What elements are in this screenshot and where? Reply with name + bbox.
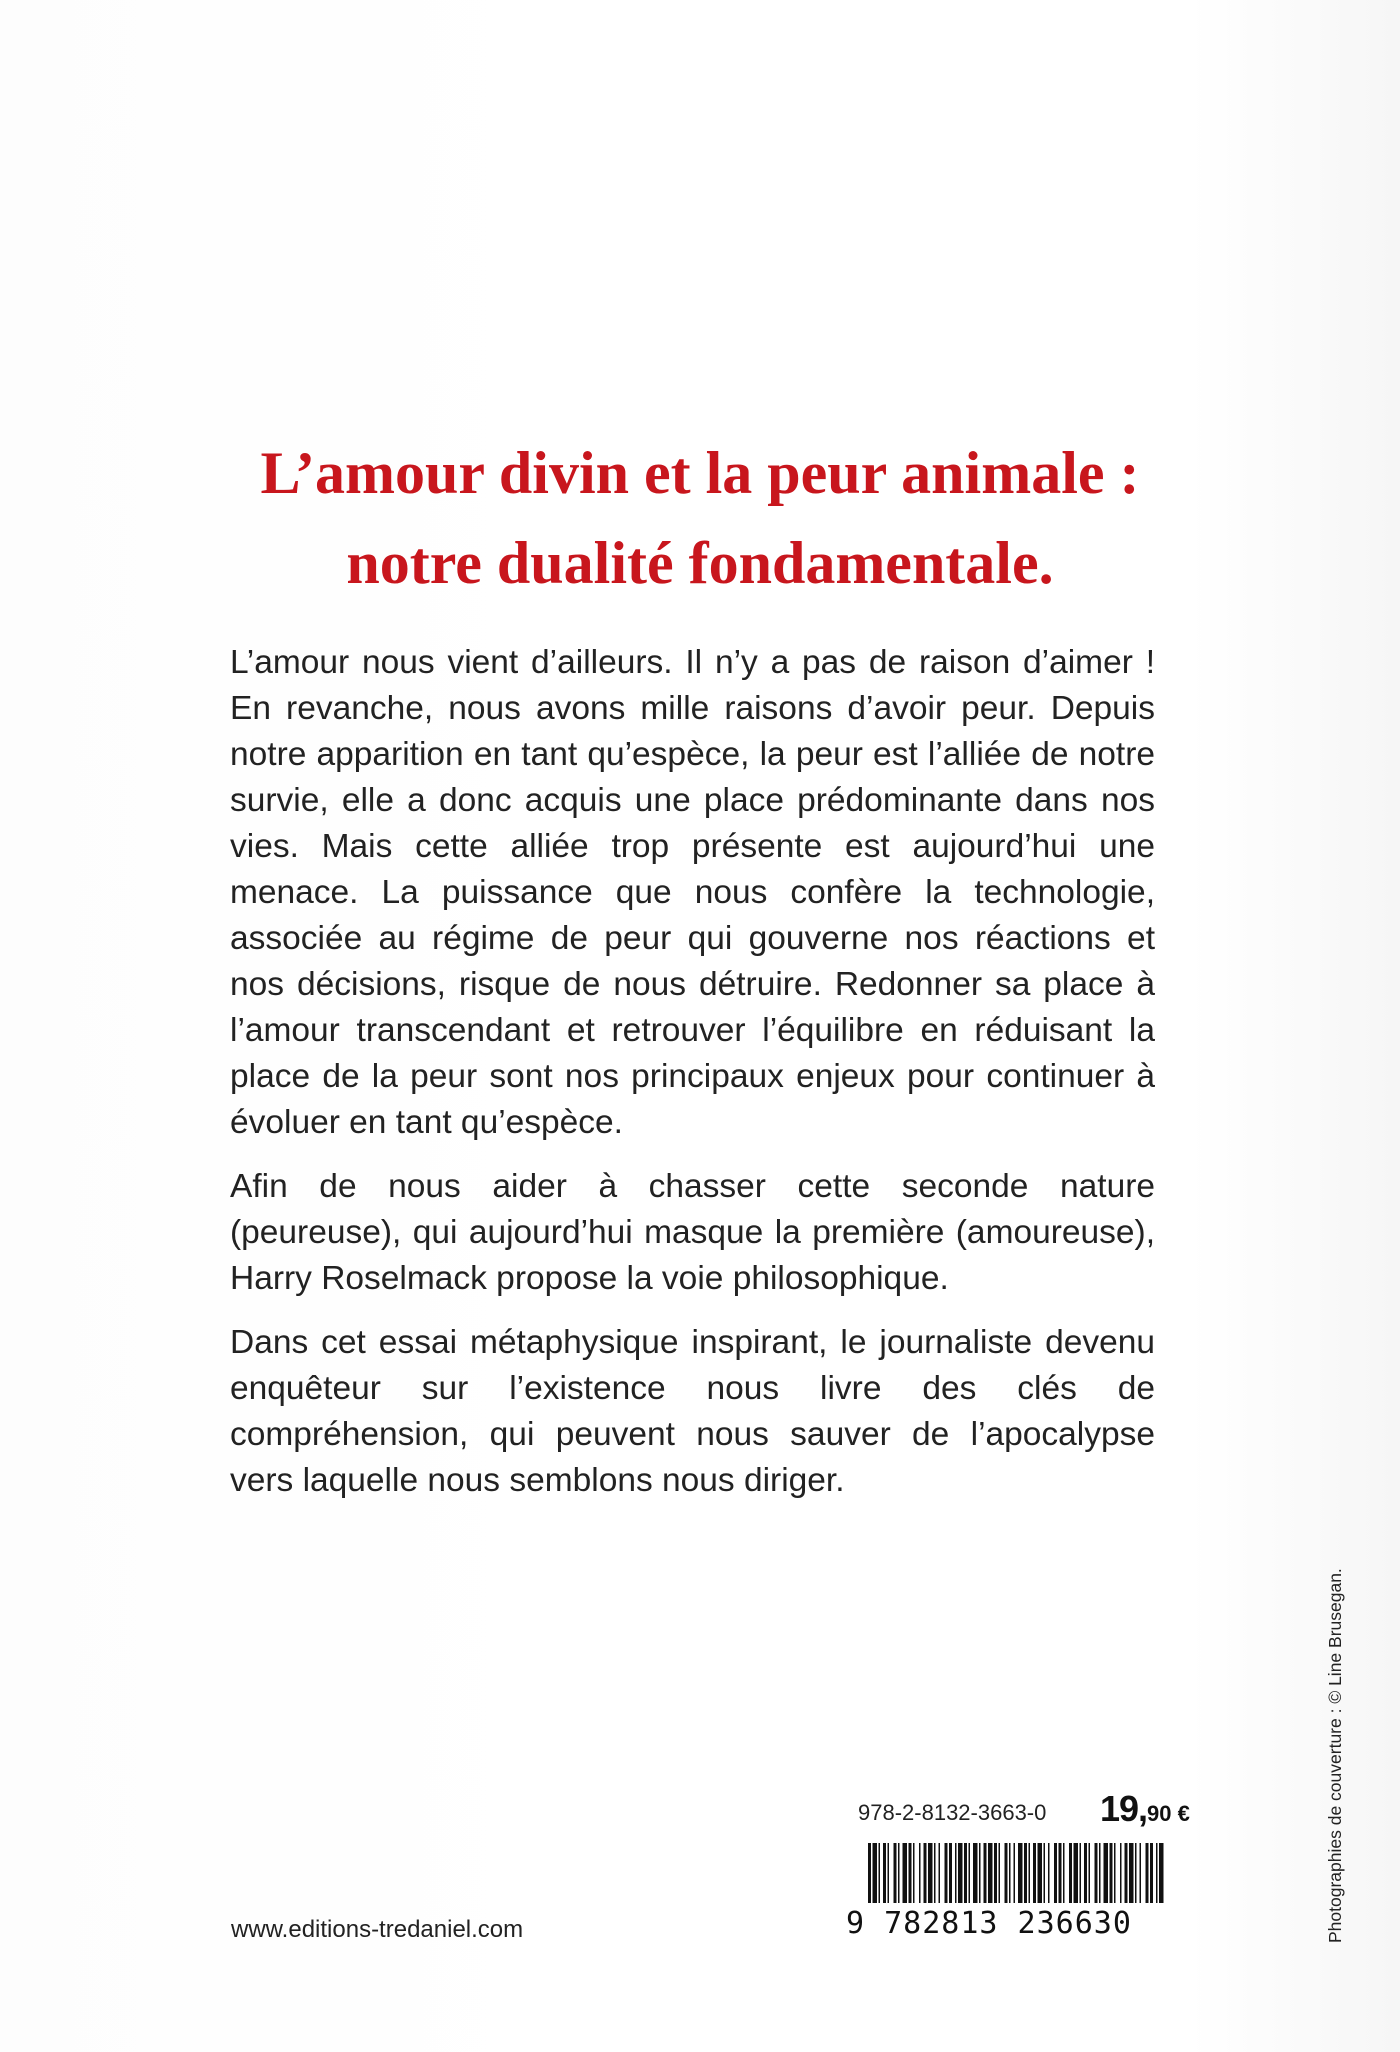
barcode-bar <box>1146 1843 1149 1903</box>
barcode-bar <box>1018 1843 1023 1903</box>
barcode-bar <box>1024 1843 1027 1903</box>
publisher-website: www.editions-tredaniel.com <box>231 1916 524 1943</box>
barcode-bar <box>1069 1843 1072 1903</box>
barcode-bar <box>1080 1843 1082 1903</box>
barcode-bar <box>1059 1843 1062 1903</box>
barcode-bar <box>969 1843 971 1903</box>
barcode-bar <box>873 1843 878 1903</box>
barcode-icon <box>866 1843 1166 1903</box>
barcode-bar <box>1156 1843 1158 1903</box>
barcode-bar <box>879 1843 881 1903</box>
barcode-bar <box>1150 1843 1153 1903</box>
barcode-bar <box>1095 1843 1098 1903</box>
barcode-bar <box>1135 1843 1137 1903</box>
isbn-number: 978-2-8132-3663-0 <box>858 1800 1047 1825</box>
barcode-bar <box>955 1843 957 1903</box>
price <box>1100 1788 1190 1830</box>
barcode-bar <box>1063 1843 1065 1903</box>
barcode-bar <box>964 1843 967 1903</box>
barcode-bar <box>988 1843 993 1903</box>
barcode-bar <box>928 1843 933 1903</box>
barcode-bar <box>1074 1843 1079 1903</box>
barcode-bar <box>1048 1843 1050 1903</box>
barcode-bar <box>1125 1843 1128 1903</box>
barcode-bar <box>1033 1843 1036 1903</box>
barcode-bar <box>1089 1843 1091 1903</box>
barcode-bar <box>994 1843 997 1903</box>
barcode-bar <box>919 1843 921 1903</box>
barcode-bar <box>903 1843 908 1903</box>
barcode-bar <box>913 1843 915 1903</box>
barcode-bar <box>949 1843 952 1903</box>
barcode-bar <box>909 1843 912 1903</box>
barcode-bar <box>924 1843 927 1903</box>
barcode-bar <box>1120 1843 1122 1903</box>
price-main: 19, <box>1100 1788 1148 1829</box>
headline <box>200 428 1200 608</box>
barcode-bar <box>888 1843 890 1903</box>
price-cents: 90 € <box>1147 1801 1190 1826</box>
barcode-bar <box>939 1843 941 1903</box>
barcode-bar <box>1014 1843 1016 1903</box>
barcode-bar <box>979 1843 981 1903</box>
barcode-bar <box>883 1843 886 1903</box>
barcode-bar <box>1129 1843 1134 1903</box>
barcode-bar <box>973 1843 978 1903</box>
blurb <box>230 640 1155 1522</box>
barcode-bar <box>1084 1843 1087 1903</box>
barcode-bar <box>999 1843 1001 1903</box>
barcode-bar <box>984 1843 987 1903</box>
barcode-bar <box>1099 1843 1101 1903</box>
barcode-bar <box>1038 1843 1043 1903</box>
barcode-bar <box>1140 1843 1142 1903</box>
headline-line-1: L’amour divin et la peur animale : <box>260 440 1140 506</box>
blurb-paragraph-1: L’amour nous vient d’ailleurs. Il n’y a pas de raison d’aimer ! En revanche, nous avons mille raisons d’avoir peur. Depuis notre apparition en tant qu’espèce, la peur est l’alliée de notre survie, elle a donc acquis une place prédominante dans nos vies. Mais cette alliée trop présente est aujourd’hui une menace. La puissance que nous confère la technologie, associée au régime de peur qui gouverne nos réactions et nos décisions, risque de nous détruire. Redonner sa place à l’amour transcendant et retrouver l’équilibre en réduisant la place de la peur sont nos principaux enjeux pour continuer à évoluer en tant qu’espèce. <box>230 644 1155 1141</box>
barcode-bar <box>1110 1843 1113 1903</box>
barcode-bar <box>1005 1843 1008 1903</box>
photo-credit: Photographies de couverture : © Line Brusegan. <box>1325 1568 1345 1943</box>
barcode-bar <box>868 1843 871 1903</box>
blurb-paragraph-2: Afin de nous aider à chasser cette seconde nature (peureuse), qui aujourd’hui masque la première (amoureuse), Harry Roselmack propose la voie philosophique. <box>230 1168 1155 1297</box>
barcode-bar <box>1104 1843 1109 1903</box>
blurb-paragraph-3: Dans cet essai métaphysique inspirant, le journaliste devenu enquêteur sur l’existence nous livre des clés de compréhension, qui peuvent nous sauver de l’apocalypse vers laquelle nous semblons nous diriger. <box>230 1324 1155 1499</box>
barcode-bar <box>958 1843 963 1903</box>
barcode-bar <box>898 1843 900 1903</box>
barcode-bar <box>945 1843 948 1903</box>
barcode-bar <box>1044 1843 1046 1903</box>
headline-line-2: notre dualité fondamentale. <box>346 530 1054 596</box>
barcode-digits: 9 782813 236630 <box>846 1906 1132 1941</box>
barcode-bar <box>1054 1843 1057 1903</box>
barcode-bar <box>1159 1843 1164 1903</box>
barcode-bar <box>894 1843 897 1903</box>
barcode-bar <box>934 1843 936 1903</box>
barcode-bar <box>1114 1843 1116 1903</box>
barcode-bar <box>1029 1843 1031 1903</box>
barcode-bar <box>1009 1843 1011 1903</box>
